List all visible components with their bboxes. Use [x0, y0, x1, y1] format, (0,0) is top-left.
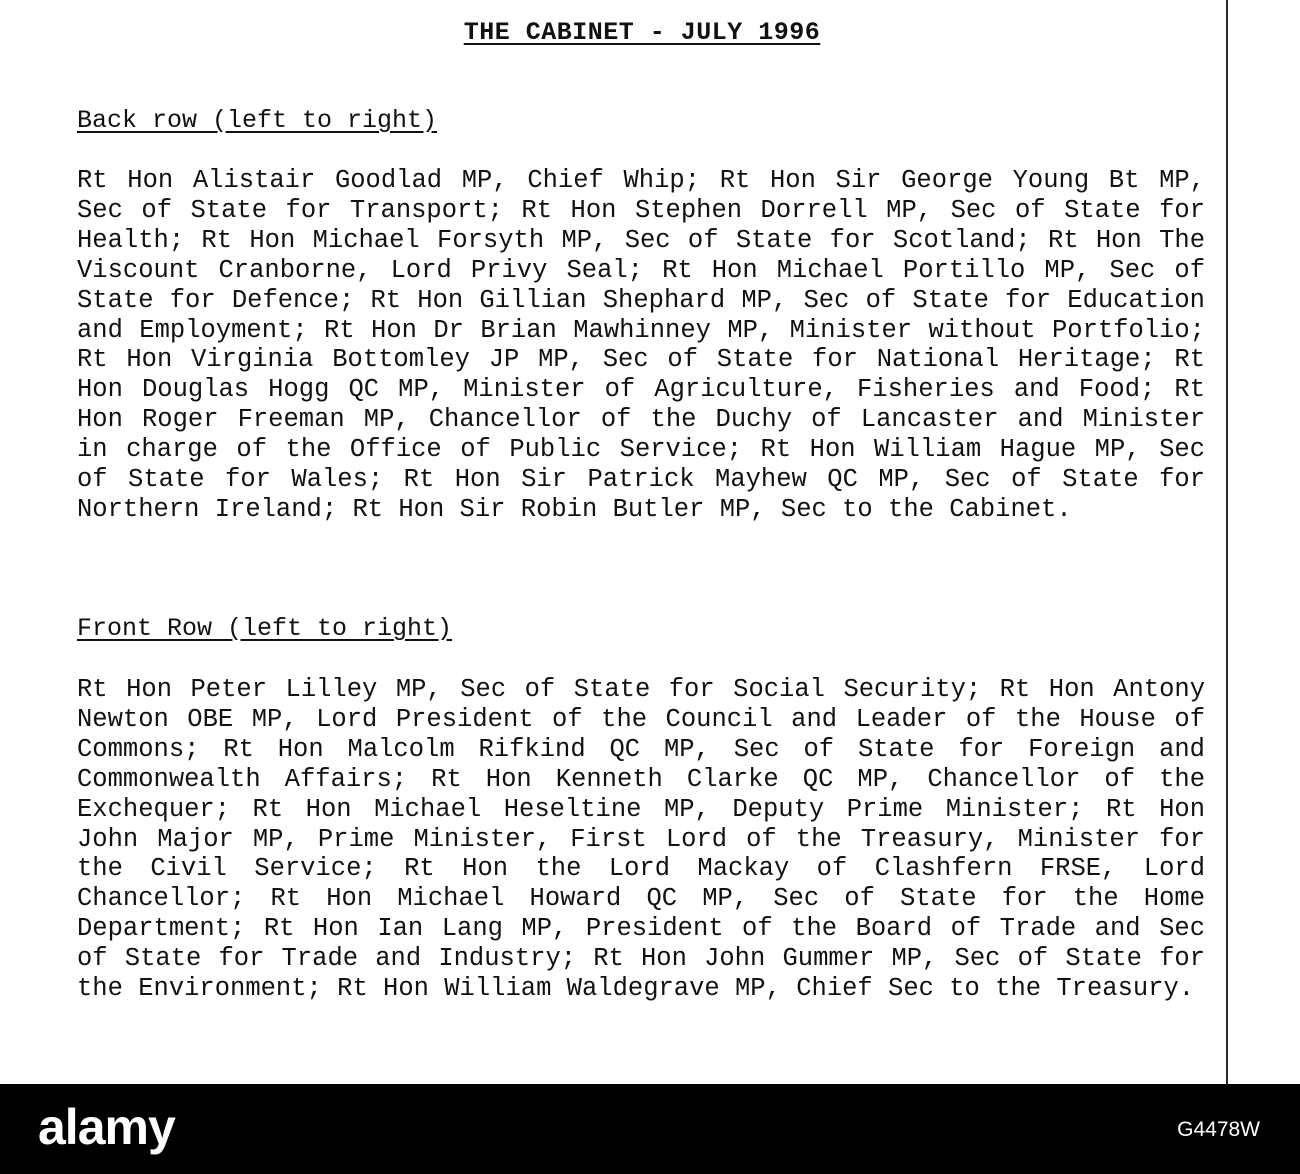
image-id: G4478W [1177, 1118, 1260, 1141]
watermark-footer [0, 1084, 1300, 1174]
alamy-logo: alamy [38, 1099, 175, 1155]
section-text-back-row: Rt Hon Alistair Goodlad MP, Chief Whip; Rt Hon Sir George Young Bt MP, Sec of State for Transport; Rt Hon Stephen Dorrell MP, Sec of State for Health; Rt Hon Michael Forsyth MP, Sec of State for Scotland; Rt Hon The Viscount Cranborne, Lord Privy Seal; Rt Hon Michael Portillo MP, Sec of State for Defence; Rt Hon Gillian Shephard MP, Sec of State for Education and Employment; Rt Hon Dr Brian Mawhinney MP, Minister without Portfolio; Rt Hon Virginia Bottomley JP MP, Sec of State for National Heritage; Rt Hon Douglas Hogg QC MP, Minister of Agriculture, Fisheries and Food; Rt Hon Roger Freeman MP, Chancellor of the Duchy of Lancaster and Minister in charge of the Office of Public Service; Rt Hon William Hague MP, Sec of State for Wales; Rt Hon Sir Patrick Mayhew QC MP, Sec of State for Northern Ireland; Rt Hon Sir Robin Butler MP, Sec to the Cabinet. [77, 166, 1205, 524]
section-text-front-row: Rt Hon Peter Lilley MP, Sec of State for Social Security; Rt Hon Antony Newton OBE MP, Lord President of the Council and Leader of the House of Commons; Rt Hon Malcolm Rifkind QC MP, Sec of State for Foreign and Commonwealth Affairs; Rt Hon Kenneth Clarke QC MP, Chancellor of the Exchequer; Rt Hon Michael Heseltine MP, Deputy Prime Minister; Rt Hon John Major MP, Prime Minister, First Lord of the Treasury, Minister for the Civil Service; Rt Hon the Lord Mackay of Clashfern FRSE, Lord Chancellor; Rt Hon Michael Howard QC MP, Sec of State for the Home Department; Rt Hon Ian Lang MP, President of the Board of Trade and Sec of State for Trade and Industry; Rt Hon John Gummer MP, Sec of State for the Environment; Rt Hon William Waldegrave MP, Chief Sec to the Treasury. [77, 675, 1205, 1004]
section-heading-front-row: Front Row (left to right) [77, 614, 453, 643]
section-heading-back-row: Back row (left to right) [77, 106, 438, 135]
page-edge-rule [1226, 0, 1228, 1084]
document-title: THE CABINET - JULY 1996 [463, 18, 821, 47]
